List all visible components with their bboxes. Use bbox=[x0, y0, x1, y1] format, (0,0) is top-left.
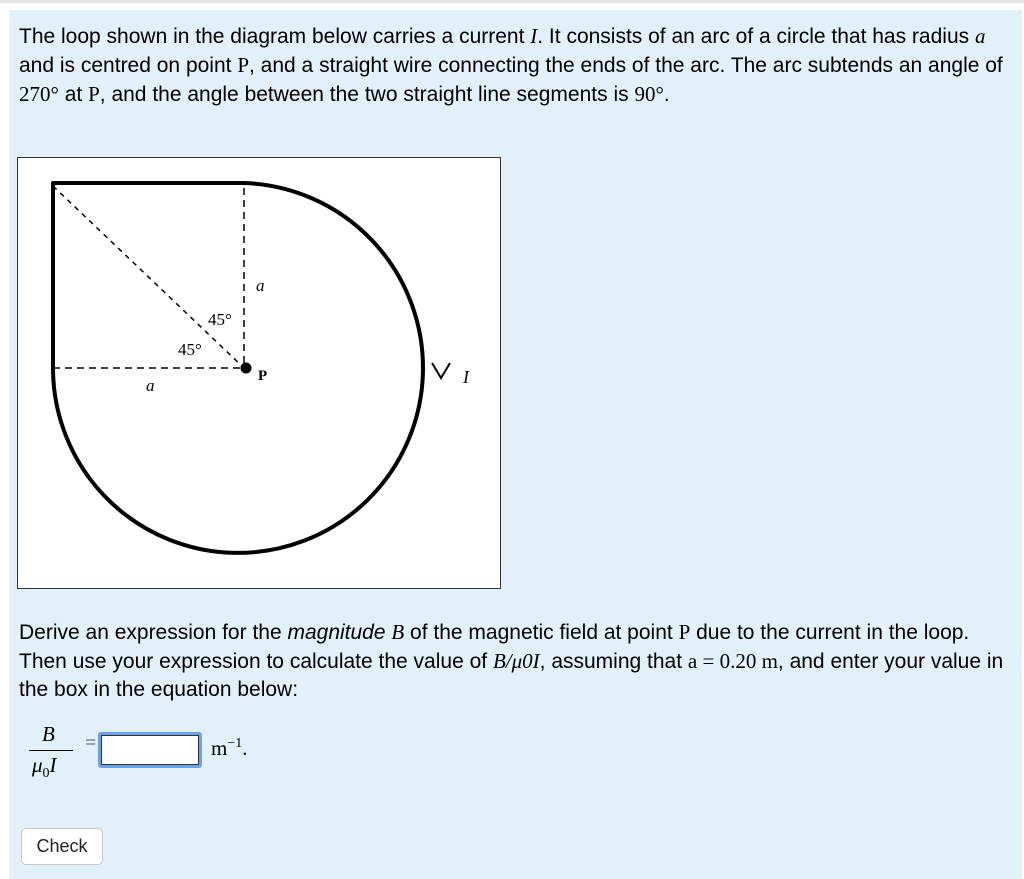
unit-label: $m^{-1}$. bbox=[211, 736, 248, 760]
fraction-denominator: $\mu_0I$ bbox=[32, 753, 57, 782]
current-direction-arrow bbox=[432, 363, 450, 378]
angle-label-lower: 45° bbox=[178, 340, 202, 359]
current-label: I bbox=[463, 367, 469, 387]
fraction-numerator: B bbox=[42, 722, 55, 746]
label-a-horizontal: a bbox=[146, 376, 155, 395]
loop-diagram bbox=[17, 157, 501, 589]
question-text: Derive an expression for the magnitude B of the magnetic field at point P due to the current in the loop. Then use your expression to calculate the value of B/μ0I, assuming that a = 0.20 m, and enter your value in the box in the equation below: bbox=[19, 620, 1004, 701]
label-a-vertical: a bbox=[256, 276, 265, 295]
point-p-label: P bbox=[258, 368, 268, 384]
ratio-fraction bbox=[29, 720, 73, 780]
loop-diagram-svg bbox=[18, 158, 500, 588]
answer-input[interactable] bbox=[98, 732, 202, 768]
equals-sign: = bbox=[85, 732, 97, 754]
diagonal-line bbox=[53, 186, 244, 368]
top-divider bbox=[0, 0, 1024, 3]
fraction-bar bbox=[29, 750, 73, 751]
point-p-dot bbox=[241, 363, 252, 374]
question-panel bbox=[9, 10, 1022, 879]
intro-text: The loop shown in the diagram below carries a current I. It consists of an arc of a circle that has radius a and is centred on point P, and a straight wire connecting the ends of the arc. The arc subtends an angle of 270° at P, and the angle between the two straight line segments is 90°. bbox=[19, 24, 1003, 106]
check-button[interactable]: Check bbox=[21, 828, 103, 865]
angle-label-upper: 45° bbox=[208, 310, 232, 329]
